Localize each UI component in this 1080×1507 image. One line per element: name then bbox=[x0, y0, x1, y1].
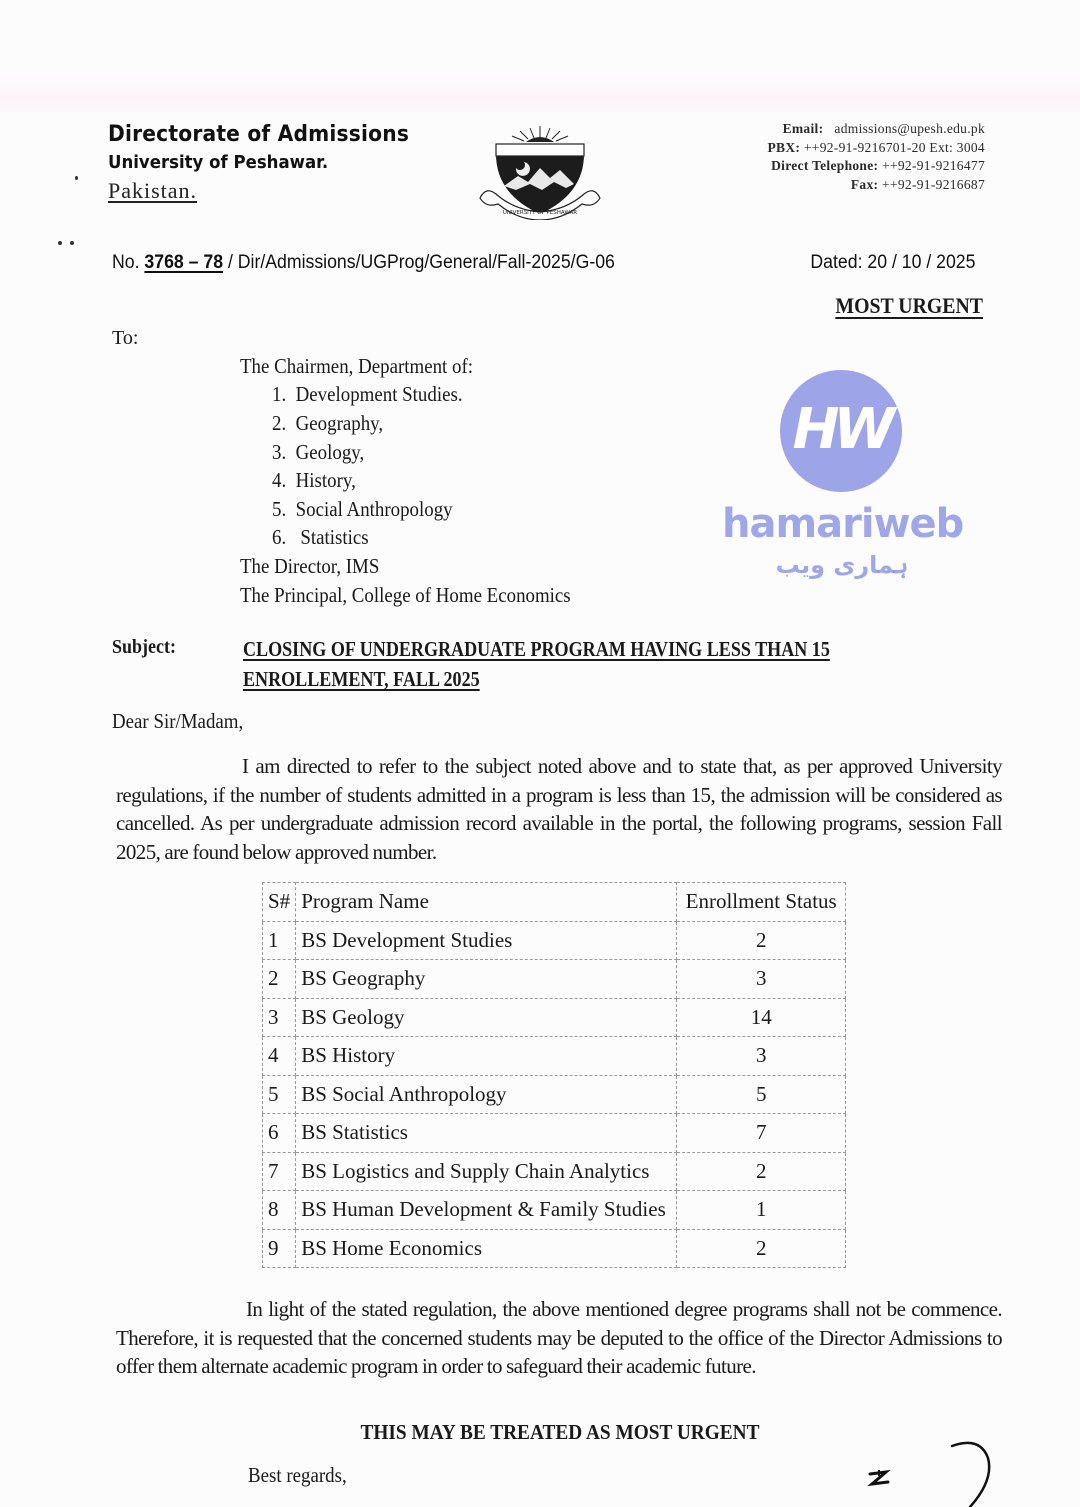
watermark-brand: hamariweb bbox=[722, 501, 964, 547]
reference-line bbox=[112, 252, 615, 274]
cell-serial: 8 bbox=[263, 1191, 296, 1230]
cell-program-name: BS Social Anthropology bbox=[296, 1075, 677, 1114]
priority-label: MOST URGENT bbox=[835, 293, 983, 318]
to-label: To: bbox=[112, 327, 139, 349]
cell-enrollment-status: 1 bbox=[677, 1191, 846, 1230]
closing-urgent-note: THIS MAY BE TREATED AS MOST URGENT bbox=[360, 1420, 760, 1444]
cell-serial: 4 bbox=[263, 1037, 296, 1076]
direct-label: Direct Telephone: bbox=[771, 158, 879, 173]
fax-label: Fax: bbox=[850, 176, 879, 192]
scan-speck bbox=[70, 241, 74, 245]
department-item bbox=[272, 468, 356, 493]
signature-initial bbox=[866, 1468, 892, 1490]
table-row bbox=[263, 1114, 846, 1153]
cell-program-name: BS Geography bbox=[296, 960, 677, 999]
scan-speck bbox=[75, 176, 78, 180]
department-name: Geography, bbox=[295, 411, 384, 435]
university-crest-logo bbox=[474, 124, 606, 220]
table-header-row bbox=[263, 883, 846, 922]
cell-enrollment-status: 2 bbox=[677, 1229, 846, 1268]
department-name: Statistics bbox=[300, 525, 369, 549]
scan-artifact-band bbox=[0, 72, 1080, 112]
body-paragraph-2: In light of the stated regulation, the above mentioned degree programs shall not be commence. Therefore, it is requested that the concerned students may be deputed to the office of the Director Admissions to offer them alternate academic program in order to safeguard their academic future. bbox=[116, 1297, 1002, 1378]
header-enrollment-status: Enrollment Status bbox=[677, 883, 846, 922]
contact-email bbox=[767, 120, 985, 139]
reference-number: 3768 – 78 bbox=[144, 252, 224, 273]
department-number: 4. bbox=[272, 468, 287, 492]
direct-value: ++92-91-9216477 bbox=[882, 158, 985, 173]
pbx-label: PBX: bbox=[767, 139, 801, 155]
watermark-monogram: HW bbox=[792, 397, 890, 462]
addressee-principal: The Principal, College of Home Economics bbox=[240, 583, 571, 607]
email-label: Email: bbox=[782, 121, 824, 136]
table-row bbox=[263, 998, 846, 1037]
subject-line-1: CLOSING OF UNDERGRADUATE PROGRAM HAVING LESS THAN 15 bbox=[243, 637, 830, 661]
cell-enrollment-status: 3 bbox=[677, 960, 846, 999]
cell-program-name: BS Statistics bbox=[296, 1114, 677, 1153]
cell-enrollment-status: 5 bbox=[677, 1075, 846, 1114]
cell-serial: 7 bbox=[263, 1152, 296, 1191]
department-number: 5. bbox=[272, 497, 287, 521]
department-item bbox=[272, 525, 369, 550]
department-name: Geology, bbox=[295, 440, 365, 464]
cell-program-name: BS Geology bbox=[296, 998, 677, 1037]
logo-lettering: UNIVERSITY OF PESHAWAR bbox=[502, 210, 578, 216]
table-row bbox=[263, 1152, 846, 1191]
department-item bbox=[272, 497, 453, 522]
addressee-chairmen: The Chairmen, Department of: bbox=[240, 354, 474, 378]
department-name: Social Anthropology bbox=[295, 497, 453, 521]
cell-program-name: BS Home Economics bbox=[296, 1229, 677, 1268]
signature-stroke bbox=[950, 1440, 1000, 1507]
reference-path: / Dir/Admissions/UGProg/General/Fall-2025/G-06 bbox=[223, 252, 615, 273]
department-name: Development Studies. bbox=[295, 382, 463, 406]
contact-fax bbox=[767, 176, 985, 195]
cell-serial: 3 bbox=[263, 998, 296, 1037]
cell-program-name: BS History bbox=[296, 1037, 677, 1076]
department-number: 2. bbox=[272, 411, 287, 435]
watermark-brand-urdu: ہماری ویب bbox=[775, 551, 909, 579]
table-row bbox=[263, 1229, 846, 1268]
contact-pbx bbox=[767, 139, 985, 158]
contact-block bbox=[767, 120, 985, 194]
cell-serial: 6 bbox=[263, 1114, 296, 1153]
cell-serial: 2 bbox=[263, 960, 296, 999]
subject-label: Subject: bbox=[112, 636, 176, 658]
pbx-value: ++92-91-9216701-20 Ext: 3004 bbox=[803, 139, 985, 155]
programs-table bbox=[262, 882, 846, 1268]
cell-enrollment-status: 3 bbox=[677, 1037, 846, 1076]
department-number: 1. bbox=[272, 382, 287, 406]
reference-prefix: No. bbox=[112, 252, 145, 273]
table-row bbox=[263, 921, 846, 960]
cell-enrollment-status: 14 bbox=[677, 998, 846, 1037]
cell-serial: 9 bbox=[263, 1229, 296, 1268]
scan-speck bbox=[58, 241, 62, 245]
cell-enrollment-status: 7 bbox=[677, 1114, 846, 1153]
university-name: University of Peshawar. bbox=[108, 152, 329, 173]
department-name: History, bbox=[295, 468, 356, 492]
body-paragraph-1: I am directed to refer to the subject noted above and to state that, as per approved University regulations, if the number of students admitted in a program is less than 15, the admission will be considered as cancelled. As per undergraduate admission record available in the portal, the following programs, session Fall 2025, are found below approved number. bbox=[116, 754, 1002, 864]
table-row bbox=[263, 960, 846, 999]
department-number: 3. bbox=[272, 440, 287, 464]
department-number: 6. bbox=[272, 525, 287, 549]
table-body bbox=[263, 921, 846, 1268]
contact-direct bbox=[767, 157, 985, 176]
department-item bbox=[272, 382, 463, 407]
cell-enrollment-status: 2 bbox=[677, 1152, 846, 1191]
cell-serial: 5 bbox=[263, 1075, 296, 1114]
salutation: Dear Sir/Madam, bbox=[112, 709, 244, 733]
sign-off: Best regards, bbox=[248, 1463, 347, 1487]
department-item bbox=[272, 411, 383, 436]
table-row bbox=[263, 1037, 846, 1076]
cell-program-name: BS Logistics and Supply Chain Analytics bbox=[296, 1152, 677, 1191]
addressee-director: The Director, IMS bbox=[240, 554, 380, 578]
cell-serial: 1 bbox=[263, 921, 296, 960]
email-value[interactable]: admissions@upesh.edu.pk bbox=[834, 121, 985, 136]
header-program-name: Program Name bbox=[296, 883, 677, 922]
cell-program-name: BS Development Studies bbox=[296, 921, 677, 960]
subject-line-2: ENROLLEMENT, FALL 2025 bbox=[243, 667, 480, 691]
department-item bbox=[272, 440, 364, 465]
header-serial: S# bbox=[263, 883, 296, 922]
cell-enrollment-status: 2 bbox=[677, 921, 846, 960]
table-row bbox=[263, 1191, 846, 1230]
fax-value: ++92-91-9216687 bbox=[882, 176, 985, 192]
cell-program-name: BS Human Development & Family Studies bbox=[296, 1191, 677, 1230]
table-row bbox=[263, 1075, 846, 1114]
country-name: Pakistan. bbox=[108, 178, 198, 203]
subject-text bbox=[243, 634, 830, 694]
office-title: Directorate of Admissions bbox=[108, 122, 410, 147]
date-line: Dated: 20 / 10 / 2025 bbox=[809, 252, 975, 273]
